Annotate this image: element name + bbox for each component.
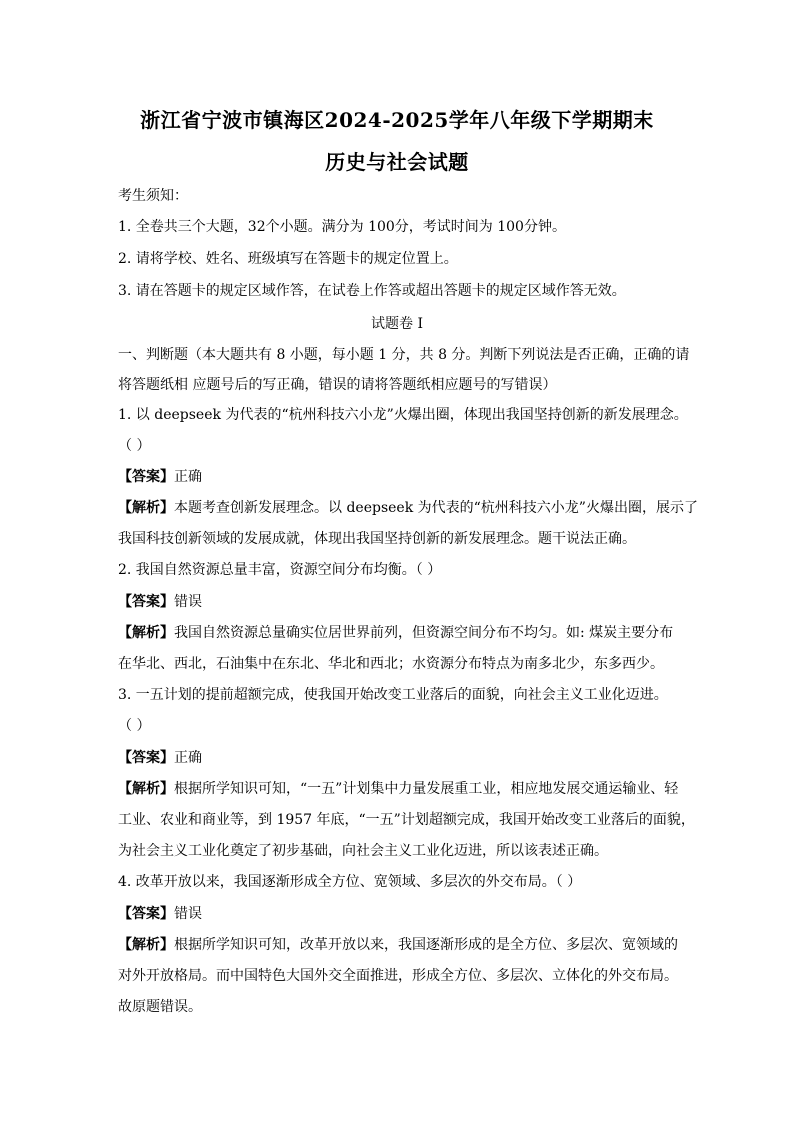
answer-tag: 【答案】 <box>118 906 174 922</box>
analysis-tag: 【解析】 <box>118 625 174 641</box>
section-label: 试题卷 I <box>371 316 423 332</box>
q2-stem: 2. 我国自然资源总量丰富，资源空间分布均衡。（ ） <box>118 562 442 578</box>
q1-analysis <box>118 498 698 518</box>
q4-analysis-line2: 对外开放格局。而中国特色大国外交全面推进，形成全方位、多层次、立体化的外交布局。 <box>118 968 678 984</box>
q3-answer-value: 正确 <box>174 750 202 766</box>
q1-blank: （ ） <box>118 438 151 454</box>
part1-instructions-line1: 一、判断题（本大题共有 8 小题，每小题 1 分，共 8 分。判断下列说法是否正确，正确的请 <box>118 347 690 363</box>
q4-answer <box>118 904 688 924</box>
q3-analysis-line1: 根据所学知识可知，“一五”计划集中力量发展重工业，相应地发展交通运输业、轻 <box>174 781 679 797</box>
q1-analysis-line1: 本题考查创新发展理念。以 deepseek 为代表的“杭州科技六小龙”火爆出圈，展示了 <box>174 500 698 516</box>
notice-item-2: 2. 请将学校、姓名、班级填写在答题卡的规定位置上。 <box>118 251 458 267</box>
analysis-tag: 【解析】 <box>118 781 174 797</box>
q4-analysis-line1: 根据所学知识可知，改革开放以来，我国逐渐形成的是全方位、多层次、宽领域的 <box>174 937 678 953</box>
q3-analysis-line2: 工业、农业和商业等，到 1957 年底，“一五”计划超额完成，我国开始改变工业落后的面貌， <box>118 812 695 828</box>
notice-heading: 考生须知： <box>118 188 188 204</box>
q4-answer-value: 错误 <box>174 906 202 922</box>
q2-analysis <box>118 623 688 643</box>
answer-tag: 【答案】 <box>118 750 174 766</box>
q2-analysis-line1: 我国自然资源总量确实位居世界前列，但资源空间分布不均匀。如: 煤炭主要分布 <box>174 625 674 641</box>
q3-blank: （ ） <box>118 718 151 734</box>
notice-item-1: 1. 全卷共三个大题，32个小题。满分为 100分，考试时间为 100分钟。 <box>118 219 566 235</box>
q4-analysis-line3: 故原题错误。 <box>118 999 202 1015</box>
q1-analysis-line2: 我国科技创新领域的发展成就，体现出我国坚持创新的新发展理念。题干说法正确。 <box>118 531 636 547</box>
q3-stem: 3. 一五计划的提前超额完成，使我国开始改变工业落后的面貌，向社会主义工业化迈进。 <box>118 687 668 703</box>
q4-stem: 4. 改革开放以来，我国逐渐形成全方位、宽领域、多层次的外交布局。（ ） <box>118 874 582 890</box>
q1-answer <box>118 467 688 487</box>
q2-answer <box>118 592 688 612</box>
q3-analysis-line3: 为社会主义工业化奠定了初步基础，向社会主义工业化迈进，所以该表述正确。 <box>118 843 608 859</box>
exam-title-line1: 浙江省宁波市镇海区2024-2025学年八年级下学期期末 <box>140 108 654 132</box>
answer-tag: 【答案】 <box>118 469 174 485</box>
analysis-tag: 【解析】 <box>118 937 174 953</box>
q1-answer-value: 正确 <box>174 469 202 485</box>
q2-analysis-line2: 在华北、西北，石油集中在东北、华北和西北；水资源分布特点为南多北少，东多西少。 <box>118 656 664 672</box>
q2-answer-value: 错误 <box>174 594 202 610</box>
part1-instructions-line2: 将答题纸相 应题号后的写正确，错误的请将答题纸相应题号的写错误） <box>118 377 557 393</box>
exam-title-line2: 历史与社会试题 <box>325 150 469 174</box>
q3-analysis <box>118 779 688 799</box>
answer-tag: 【答案】 <box>118 594 174 610</box>
q4-analysis <box>118 935 688 955</box>
q3-answer <box>118 748 688 768</box>
q1-stem: 1. 以 deepseek 为代表的“杭州科技六小龙”火爆出圈，体现出我国坚持创新的新发展理念。 <box>118 407 688 423</box>
analysis-tag: 【解析】 <box>118 500 174 516</box>
notice-item-3: 3. 请在答题卡的规定区域作答，在试卷上作答或超出答题卡的规定区域作答无效。 <box>118 283 626 299</box>
